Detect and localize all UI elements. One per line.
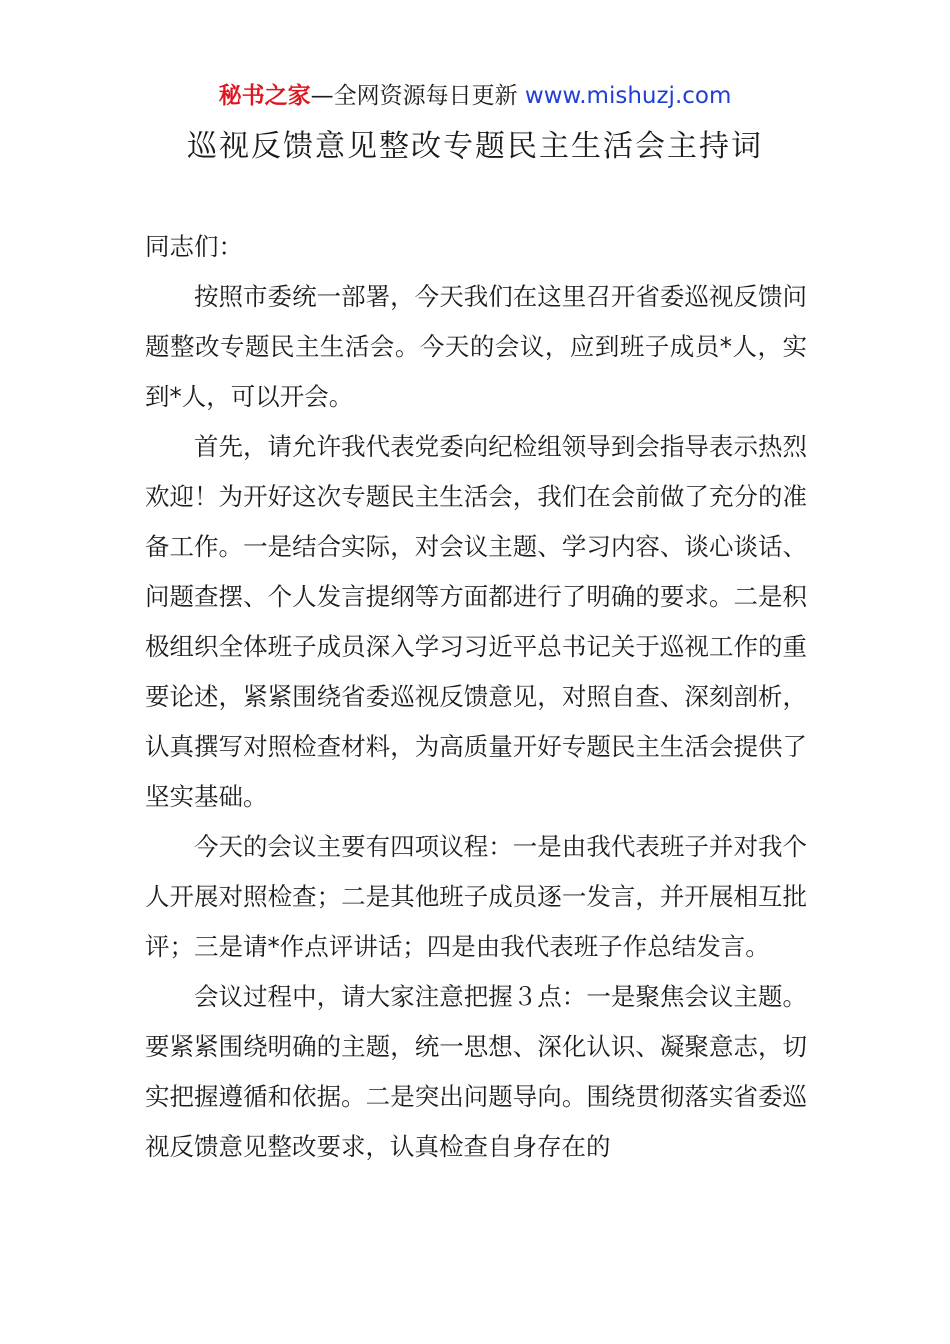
paragraph-agenda: 今天的会议主要有四项议程：一是由我代表班子并对我个人开展对照检查；二是其他班子成员逐一发言，并开展相互批评；三是请*作点评讲话；四是由我代表班子作总结发言。 [145, 832, 807, 961]
paragraph-opening: 按照市委统一部署，今天我们在这里召开省委巡视反馈问题整改专题民主生活会。今天的会议，应到班子成员*人，实到*人，可以开会。 [145, 282, 807, 411]
paragraph-requirements: 会议过程中，请大家注意把握３点：一是聚焦会议主题。要紧紧围绕明确的主题，统一思想、深化认识、凝聚意志，切实把握遵循和依据。二是突出问题导向。围绕贯彻落实省委巡视反馈意见整改要求，认真检查自身存在的 [145, 982, 807, 1161]
salutation: 同志们： [145, 232, 243, 261]
document-body [145, 222, 807, 1172]
site-url-link[interactable]: www.mishuzj.com [524, 83, 732, 109]
site-slogan: —全网资源每日更新 [310, 83, 518, 109]
site-header [0, 80, 950, 112]
document-title: 巡视反馈意见整改专题民主生活会主持词 [187, 129, 763, 164]
site-name: 秘书之家 [218, 83, 311, 109]
paragraph-preparation: 首先，请允许我代表党委向纪检组领导到会指导表示热烈欢迎！为开好这次专题民主生活会，我们在会前做了充分的准备工作。一是结合实际，对会议主题、学习内容、谈心谈话、问题查摆、个人发言提纲等方面都进行了明确的要求。二是积极组织全体班子成员深入学习习近平总书记关于巡视工作的重要论述，紧紧围绕省委巡视反馈意见，对照自查、深刻剖析，认真撰写对照检查材料，为高质量开好专题民主生活会提供了坚实基础。 [145, 432, 807, 811]
